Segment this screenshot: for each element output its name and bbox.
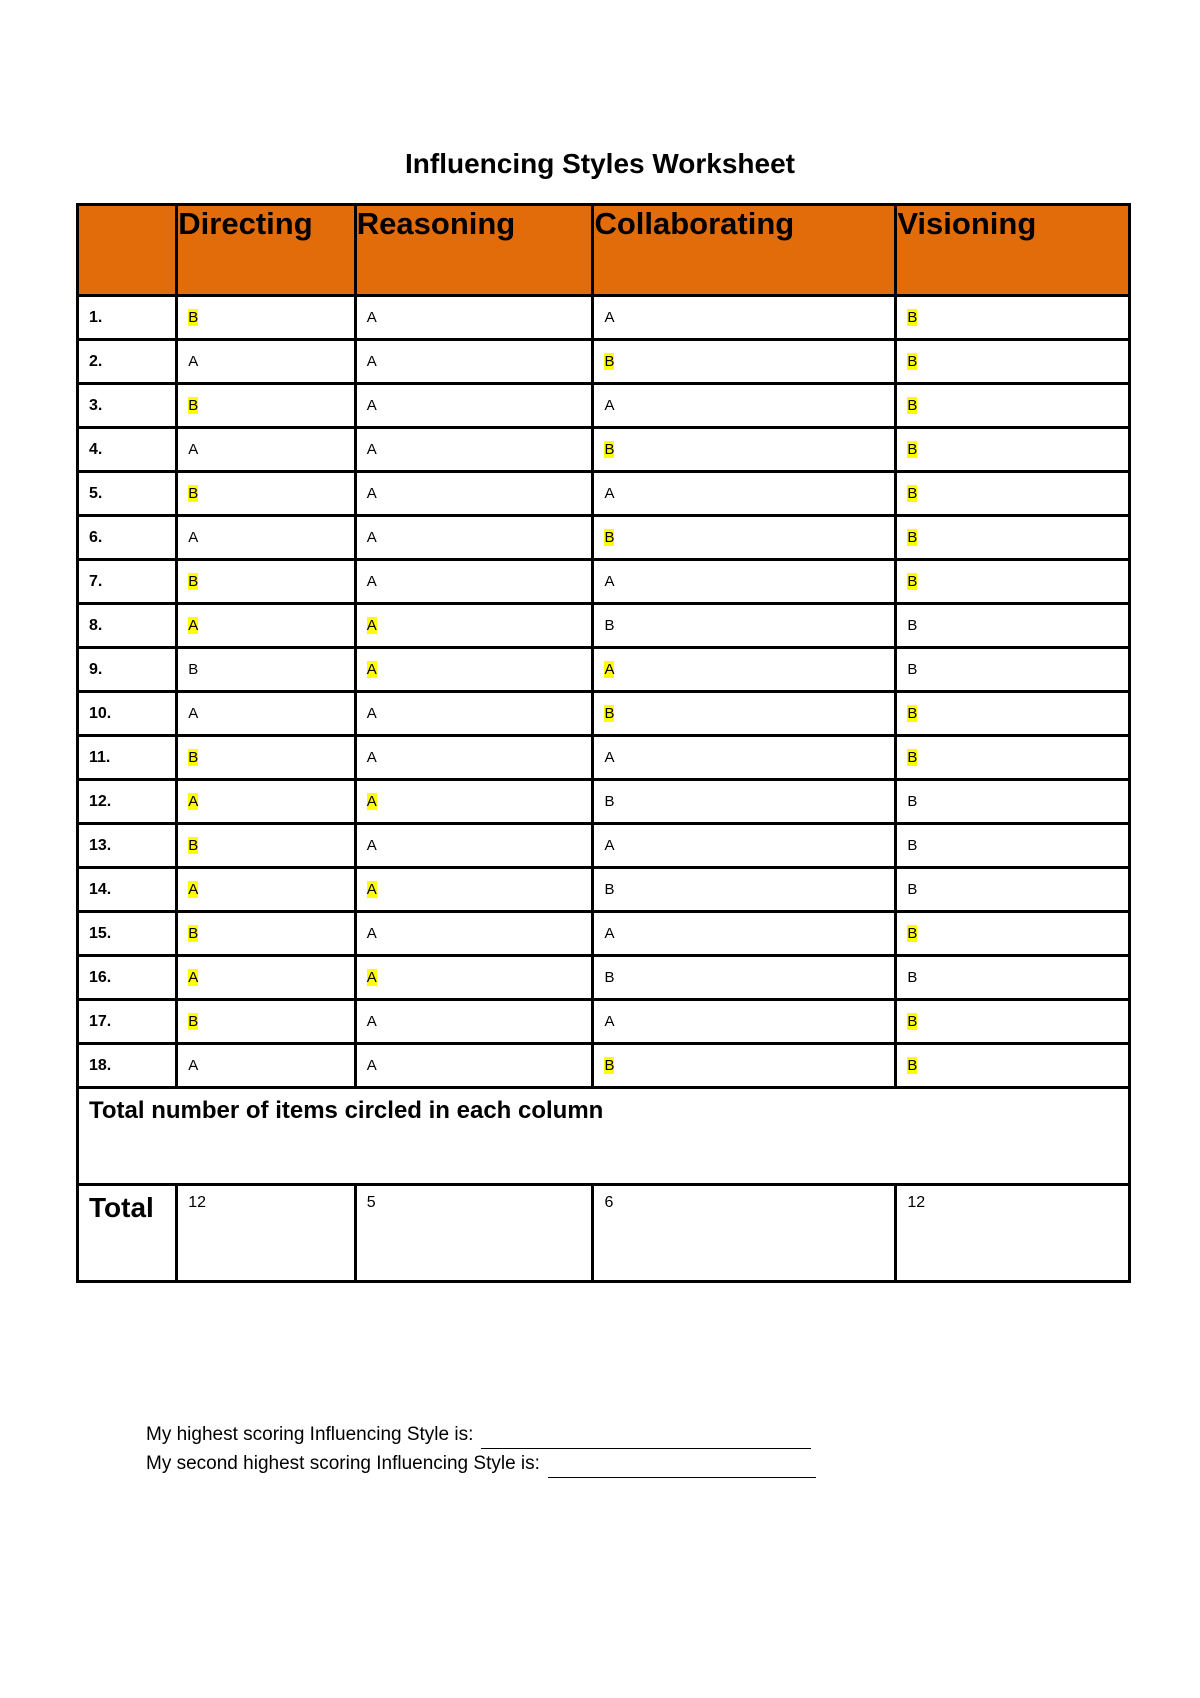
answer-cell-directing[interactable] (177, 736, 356, 780)
answer-letter: A (604, 573, 615, 590)
answer-letter: B (188, 485, 199, 502)
total-reasoning[interactable]: 5 (355, 1185, 593, 1282)
answer-letter: A (188, 881, 199, 898)
answer-letter: B (907, 837, 918, 854)
table-row (78, 736, 1130, 780)
item-number: 3. (78, 384, 177, 428)
header-cell-blank (78, 205, 177, 296)
answer-cell-directing[interactable] (177, 296, 356, 340)
answer-letter: A (366, 881, 377, 898)
answer-cell-reasoning[interactable] (355, 560, 593, 604)
answer-cell-reasoning[interactable] (355, 780, 593, 824)
answer-letter: B (188, 397, 199, 414)
answer-letter: B (188, 749, 199, 766)
answer-letter: B (907, 573, 918, 590)
answer-cell-collaborating[interactable] (593, 780, 896, 824)
answer-cell-reasoning[interactable] (355, 912, 593, 956)
item-number: 9. (78, 648, 177, 692)
answer-letter: A (188, 1057, 199, 1074)
answer-letter: B (604, 881, 615, 898)
answer-letter: A (366, 925, 377, 942)
answer-cell-collaborating[interactable] (593, 692, 896, 736)
answer-letter: A (366, 793, 377, 810)
answer-letter: A (188, 353, 199, 370)
answer-cell-directing[interactable] (177, 516, 356, 560)
second-style-label: My second highest scoring Influencing Style is: (146, 1453, 540, 1474)
answer-letter: B (907, 1013, 918, 1030)
answer-cell-reasoning[interactable] (355, 340, 593, 384)
answer-cell-visioning[interactable] (896, 780, 1130, 824)
answer-letter: A (366, 705, 377, 722)
answer-letter: A (366, 969, 377, 986)
answer-cell-directing[interactable] (177, 648, 356, 692)
answer-letter: B (907, 1057, 918, 1074)
answer-cell-reasoning[interactable] (355, 1000, 593, 1044)
answer-letter: B (604, 969, 615, 986)
answer-cell-visioning[interactable] (896, 472, 1130, 516)
second-style-blank[interactable] (548, 1457, 816, 1478)
answer-letter: A (604, 661, 615, 678)
answer-cell-collaborating[interactable] (593, 472, 896, 516)
answer-cell-collaborating[interactable] (593, 428, 896, 472)
item-number: 8. (78, 604, 177, 648)
answer-cell-collaborating[interactable] (593, 956, 896, 1000)
answer-cell-directing[interactable] (177, 604, 356, 648)
item-number: 6. (78, 516, 177, 560)
answer-cell-visioning[interactable] (896, 868, 1130, 912)
answer-cell-collaborating[interactable] (593, 1044, 896, 1088)
answer-letter: A (188, 705, 199, 722)
answer-cell-reasoning[interactable] (355, 824, 593, 868)
answer-letter: A (366, 573, 377, 590)
answer-cell-collaborating[interactable] (593, 296, 896, 340)
table-row (78, 340, 1130, 384)
answer-cell-directing[interactable] (177, 560, 356, 604)
total-row (78, 1185, 1130, 1282)
answer-letter: A (188, 793, 199, 810)
answer-letter: A (366, 529, 377, 546)
answer-letter: B (907, 309, 918, 326)
total-visioning[interactable]: 12 (896, 1185, 1130, 1282)
item-number: 5. (78, 472, 177, 516)
table-row (78, 1000, 1130, 1044)
answer-letter: B (188, 661, 199, 678)
answer-letter: A (188, 529, 199, 546)
table-row (78, 692, 1130, 736)
answer-cell-collaborating[interactable] (593, 604, 896, 648)
answer-letter: B (604, 793, 615, 810)
total-label-cell: Total number of items circled in each column (78, 1088, 1130, 1185)
answer-letter: B (907, 925, 918, 942)
answer-letter: A (366, 485, 377, 502)
answer-cell-visioning[interactable] (896, 340, 1130, 384)
answer-letter: B (604, 353, 615, 370)
answer-letter: B (907, 969, 918, 986)
answer-cell-reasoning[interactable] (355, 428, 593, 472)
answer-letter: A (366, 441, 377, 458)
answer-letter: A (188, 969, 199, 986)
answer-letter: A (366, 1057, 377, 1074)
item-number: 11. (78, 736, 177, 780)
answer-letter: B (604, 441, 615, 458)
answer-letter: A (604, 397, 615, 414)
answer-cell-reasoning[interactable] (355, 384, 593, 428)
answer-cell-visioning[interactable] (896, 1044, 1130, 1088)
answer-letter: B (188, 573, 199, 590)
table-row (78, 384, 1130, 428)
answer-cell-directing[interactable] (177, 1044, 356, 1088)
total-collaborating[interactable]: 6 (593, 1185, 896, 1282)
answer-letter: A (604, 749, 615, 766)
answer-cell-directing[interactable] (177, 472, 356, 516)
answer-letter: A (188, 617, 199, 634)
answer-cell-reasoning[interactable] (355, 692, 593, 736)
answer-cell-reasoning[interactable] (355, 604, 593, 648)
answer-letter: B (604, 1057, 615, 1074)
answer-cell-collaborating[interactable] (593, 560, 896, 604)
answer-cell-visioning[interactable] (896, 296, 1130, 340)
table-row (78, 956, 1130, 1000)
answer-letter: A (604, 925, 615, 942)
answer-letter: A (604, 309, 615, 326)
answer-letter: B (907, 353, 918, 370)
table-row (78, 472, 1130, 516)
highest-style-blank[interactable] (481, 1428, 811, 1449)
highest-style-line (146, 1420, 816, 1449)
item-number: 18. (78, 1044, 177, 1088)
total-label: Total (78, 1185, 177, 1282)
table-row (78, 296, 1130, 340)
answer-letter: B (907, 705, 918, 722)
answer-cell-collaborating[interactable] (593, 648, 896, 692)
answer-cell-collaborating[interactable] (593, 1000, 896, 1044)
answer-letter: B (907, 881, 918, 898)
answer-cell-reasoning[interactable] (355, 516, 593, 560)
answer-cell-reasoning[interactable] (355, 472, 593, 516)
answer-cell-directing[interactable] (177, 956, 356, 1000)
item-number: 1. (78, 296, 177, 340)
answer-letter: B (604, 617, 615, 634)
answer-letter: A (366, 617, 377, 634)
answer-cell-visioning[interactable] (896, 1000, 1130, 1044)
answer-letter: A (604, 837, 615, 854)
answer-letter: B (188, 925, 199, 942)
total-label-row (78, 1088, 1130, 1185)
answer-cell-collaborating[interactable] (593, 340, 896, 384)
table-row (78, 868, 1130, 912)
table-row (78, 824, 1130, 868)
answer-letter: B (604, 705, 615, 722)
worksheet-table (76, 203, 1131, 1283)
item-number: 14. (78, 868, 177, 912)
table-row (78, 1044, 1130, 1088)
table-row (78, 648, 1130, 692)
table-row (78, 560, 1130, 604)
answer-cell-collaborating[interactable] (593, 384, 896, 428)
answer-cell-collaborating[interactable] (593, 868, 896, 912)
answer-cell-visioning[interactable] (896, 824, 1130, 868)
answer-letter: B (907, 617, 918, 634)
total-directing[interactable]: 12 (177, 1185, 356, 1282)
item-number: 16. (78, 956, 177, 1000)
answer-letter: A (188, 441, 199, 458)
answer-letter: B (604, 529, 615, 546)
header-cell-reasoning: Reasoning (355, 205, 593, 296)
answer-cell-visioning[interactable] (896, 516, 1130, 560)
item-number: 2. (78, 340, 177, 384)
answer-cell-directing[interactable] (177, 340, 356, 384)
answer-cell-collaborating[interactable] (593, 516, 896, 560)
header-cell-visioning: Visioning (896, 205, 1130, 296)
header-cell-collaborating: Collaborating (593, 205, 896, 296)
table-row (78, 780, 1130, 824)
answer-cell-visioning[interactable] (896, 956, 1130, 1000)
answer-cell-collaborating[interactable] (593, 824, 896, 868)
answer-cell-visioning[interactable] (896, 604, 1130, 648)
answer-cell-reasoning[interactable] (355, 1044, 593, 1088)
answer-cell-visioning[interactable] (896, 692, 1130, 736)
answer-letter: A (366, 661, 377, 678)
answer-cell-visioning[interactable] (896, 428, 1130, 472)
item-number: 13. (78, 824, 177, 868)
answer-letter: A (604, 485, 615, 502)
answer-cell-reasoning[interactable] (355, 868, 593, 912)
result-lines (146, 1420, 816, 1478)
answer-cell-directing[interactable] (177, 824, 356, 868)
answer-cell-directing[interactable] (177, 912, 356, 956)
table-row (78, 516, 1130, 560)
page-title: Influencing Styles Worksheet (404, 148, 796, 179)
item-number: 7. (78, 560, 177, 604)
answer-letter: A (366, 837, 377, 854)
item-number: 15. (78, 912, 177, 956)
answer-cell-visioning[interactable] (896, 560, 1130, 604)
answer-cell-visioning[interactable] (896, 736, 1130, 780)
answer-letter: A (366, 749, 377, 766)
answer-cell-visioning[interactable] (896, 912, 1130, 956)
answer-cell-directing[interactable] (177, 780, 356, 824)
answer-letter: B (907, 661, 918, 678)
answer-cell-directing[interactable] (177, 692, 356, 736)
answer-cell-directing[interactable] (177, 384, 356, 428)
answer-letter: B (907, 749, 918, 766)
answer-letter: B (907, 793, 918, 810)
second-style-line (146, 1449, 816, 1478)
answer-letter: B (907, 397, 918, 414)
highest-style-label: My highest scoring Influencing Style is: (146, 1424, 474, 1445)
header-cell-directing: Directing (177, 205, 356, 296)
item-number: 4. (78, 428, 177, 472)
answer-cell-reasoning[interactable] (355, 648, 593, 692)
answer-cell-visioning[interactable] (896, 648, 1130, 692)
answer-letter: B (188, 1013, 199, 1030)
answer-letter: B (907, 441, 918, 458)
table-row (78, 604, 1130, 648)
answer-letter: A (604, 1013, 615, 1030)
answer-cell-reasoning[interactable] (355, 956, 593, 1000)
answer-letter: B (907, 485, 918, 502)
answer-cell-directing[interactable] (177, 428, 356, 472)
table-row (78, 912, 1130, 956)
answer-cell-reasoning[interactable] (355, 736, 593, 780)
answer-letter: A (366, 1013, 377, 1030)
table-row (78, 428, 1130, 472)
answer-cell-reasoning[interactable] (355, 296, 593, 340)
item-number: 12. (78, 780, 177, 824)
answer-cell-collaborating[interactable] (593, 912, 896, 956)
answer-letter: B (188, 309, 199, 326)
answer-cell-directing[interactable] (177, 868, 356, 912)
answer-letter: A (366, 353, 377, 370)
answer-letter: B (907, 529, 918, 546)
answer-letter: A (366, 397, 377, 414)
answer-letter: A (366, 309, 377, 326)
item-number: 17. (78, 1000, 177, 1044)
answer-letter: B (188, 837, 199, 854)
header-row (78, 205, 1130, 296)
answer-cell-directing[interactable] (177, 1000, 356, 1044)
answer-cell-visioning[interactable] (896, 384, 1130, 428)
answer-cell-collaborating[interactable] (593, 736, 896, 780)
item-number: 10. (78, 692, 177, 736)
